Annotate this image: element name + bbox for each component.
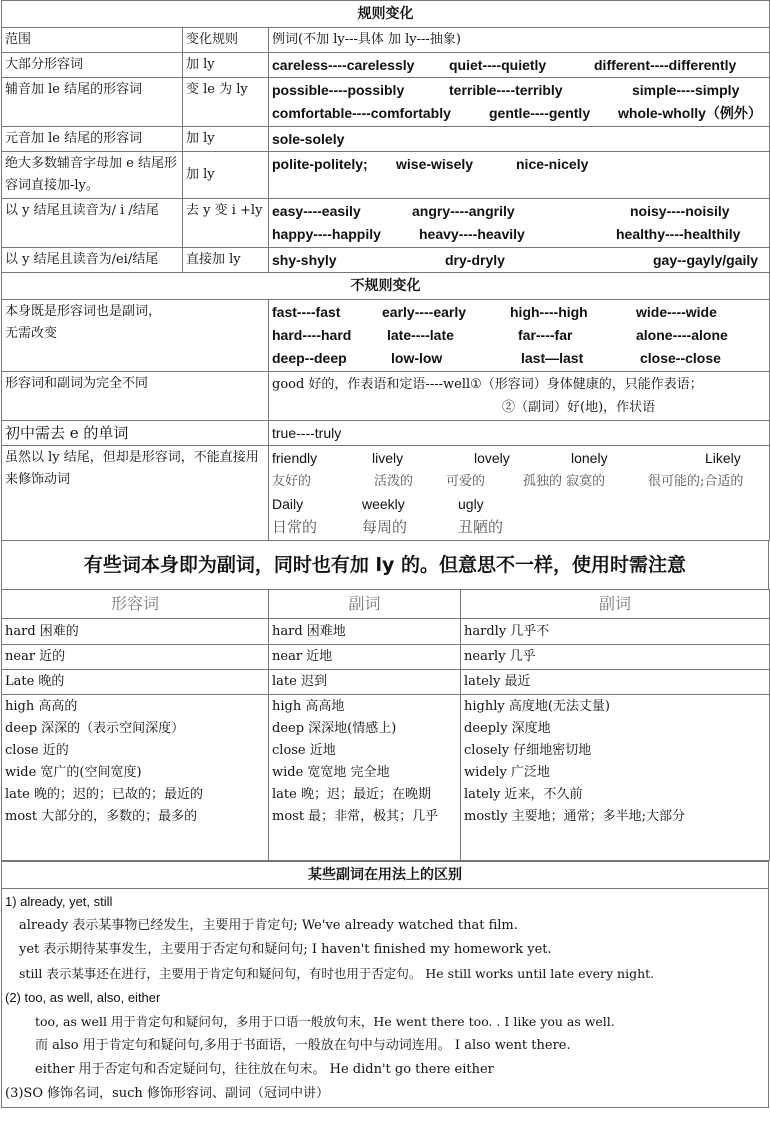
irregular-title: 不规则变化 bbox=[2, 273, 770, 300]
example-word: gay--gayly/gaily bbox=[653, 252, 759, 268]
list-item: deep 深深的（表示空间深度） bbox=[5, 721, 185, 736]
example-line: good 好的，作表语和定语----well①（形容词）身体健康的，只能作表语； bbox=[272, 377, 703, 392]
example-meaning: 很可能的;合适的 bbox=[648, 474, 744, 489]
table-cell: Late 晚的 bbox=[2, 670, 269, 695]
special-adverb-table bbox=[1, 589, 770, 861]
example-meaning: 日常的 bbox=[272, 518, 318, 536]
example-word: possible----possibly bbox=[272, 82, 405, 98]
example-word: gentle----gently bbox=[489, 105, 591, 121]
example-word: shy-shyly bbox=[272, 252, 337, 268]
example-word: comfortable----comfortably bbox=[272, 105, 451, 121]
usage-line: either 用于否定句和否定疑问句，往往放在句末。 He didn't go there either bbox=[35, 1062, 494, 1077]
scope-cell: 初中需去 e 的单词 bbox=[2, 421, 269, 446]
scope-cell: 虽然以 ly 结尾，但却是形容词，不能直接用来修饰动词 bbox=[2, 446, 269, 541]
list-item: most 最；非常，极其；几乎 bbox=[272, 809, 439, 824]
rule-cell: 加 ly bbox=[183, 127, 269, 152]
example-word: sole-solely bbox=[272, 131, 345, 147]
list-item: high 高高地 bbox=[272, 699, 345, 714]
example-cell: true----truly bbox=[269, 421, 770, 446]
example-meaning: 友好的 bbox=[272, 474, 312, 489]
example-line: ②（副词）好(地)，作状语 bbox=[502, 400, 656, 415]
example-word: careless----carelessly bbox=[272, 57, 415, 73]
document-page bbox=[1, 0, 769, 1108]
table-cell: nearly 几乎 bbox=[461, 645, 770, 670]
usage-line: 而 also 用于肯定句和疑问句,多用于书面语，一般放在句中与动词连用。 I also went there. bbox=[35, 1038, 571, 1053]
example-word: friendly bbox=[272, 450, 318, 466]
usage-line: still 表示某事还在进行，主要用于肯定句和疑问句，有时也用于否定句。 He still works until late every night. bbox=[19, 966, 655, 981]
header-rule: 变化规则 bbox=[183, 28, 269, 53]
example-word: high----high bbox=[510, 304, 588, 320]
example-word: terrible----terribly bbox=[449, 82, 563, 98]
example-word: nice-nicely bbox=[516, 156, 589, 172]
example-word: polite-politely; bbox=[272, 156, 368, 172]
list-item: lately 近来，不久前 bbox=[464, 787, 583, 802]
table-cell: hard 困难地 bbox=[269, 619, 461, 645]
example-word: Likely bbox=[705, 450, 741, 466]
scope-line: 本身既是形容词也是副词， bbox=[5, 304, 162, 319]
header-scope: 范围 bbox=[2, 28, 183, 53]
usage-line: yet 表示期待某事发生，主要用于否定句和疑问句; I haven't finished my homework yet. bbox=[19, 942, 552, 957]
table-cell: lately 最近 bbox=[461, 670, 770, 695]
list-item: widely 广泛地 bbox=[464, 765, 550, 780]
example-meaning: 丑陋的 bbox=[458, 518, 504, 536]
adverb-ly-list-cell bbox=[461, 695, 770, 861]
example-word: close--close bbox=[640, 350, 721, 366]
usage-line: already 表示某事物已经发生，主要用于肯定句; We've already watched that film. bbox=[19, 918, 518, 933]
example-meaning: 活泼的 bbox=[374, 474, 414, 489]
table-cell: near 近的 bbox=[2, 645, 269, 670]
scope-cell: 以 y 结尾且读音为/ i /结尾 bbox=[2, 199, 183, 248]
list-item: close 近地 bbox=[272, 743, 336, 758]
example-word: ugly bbox=[458, 496, 484, 512]
list-item: high 高高的 bbox=[5, 699, 78, 714]
adverb-list-cell bbox=[269, 695, 461, 861]
header-adverb: 副词 bbox=[269, 590, 461, 619]
regular-change-table bbox=[1, 0, 770, 541]
example-cell bbox=[269, 199, 770, 248]
example-meaning: 可爱的 bbox=[446, 474, 486, 489]
scope-cell: 元音加 le 结尾的形容词 bbox=[2, 127, 183, 152]
table-cell: near 近地 bbox=[269, 645, 461, 670]
example-word: wise-wisely bbox=[396, 156, 474, 172]
example-word: healthy----healthily bbox=[616, 226, 741, 242]
example-word: angry----angrily bbox=[412, 203, 515, 219]
example-word: easy----easily bbox=[272, 203, 361, 219]
table-cell: hardly 几乎不 bbox=[461, 619, 770, 645]
example-meaning: 孤独的 寂寞的 bbox=[523, 474, 606, 489]
usage-line: (2) too, as well, also, either bbox=[5, 990, 161, 1005]
example-word: hard----hard bbox=[272, 327, 352, 343]
list-item: late 晚；迟；最近；在晚期 bbox=[272, 787, 431, 802]
table-cell: late 迟到 bbox=[269, 670, 461, 695]
list-item: deeply 深度地 bbox=[464, 721, 551, 736]
rule-cell: 加 ly bbox=[183, 53, 269, 78]
example-word: alone----alone bbox=[636, 327, 728, 343]
example-word: quiet----quietly bbox=[449, 57, 547, 73]
scope-cell: 绝大多数辅音字母加 e 结尾形容词直接加-ly。 bbox=[2, 152, 183, 199]
example-cell bbox=[269, 300, 770, 372]
example-cell bbox=[269, 78, 770, 127]
header-adjective: 形容词 bbox=[2, 590, 269, 619]
list-item: most 大部分的，多数的；最多的 bbox=[5, 809, 198, 824]
example-cell bbox=[269, 446, 770, 541]
example-meaning: 每周的 bbox=[362, 518, 408, 536]
usage-table bbox=[1, 861, 769, 1108]
example-word: lively bbox=[372, 450, 404, 466]
scope-cell: 辅音加 le 结尾的形容词 bbox=[2, 78, 183, 127]
example-word: wide----wide bbox=[636, 304, 717, 320]
example-cell bbox=[269, 152, 770, 199]
example-word: last—last bbox=[521, 350, 584, 366]
example-word: heavy----heavily bbox=[419, 226, 525, 242]
list-item: wide 宽宽地 完全地 bbox=[272, 765, 390, 780]
example-word: weekly bbox=[362, 496, 405, 512]
list-item: mostly 主要地；通常；多半地;大部分 bbox=[464, 809, 686, 824]
list-item: late 晚的；迟的；已故的；最近的 bbox=[5, 787, 203, 802]
usage-content bbox=[2, 889, 769, 1108]
example-cell bbox=[269, 372, 770, 421]
scope-cell: 大部分形容词 bbox=[2, 53, 183, 78]
usage-title: 某些副词在用法上的区别 bbox=[2, 862, 769, 889]
scope-cell: 以 y 结尾且读音为/ei/结尾 bbox=[2, 248, 183, 273]
regular-title: 规则变化 bbox=[2, 1, 770, 28]
header-examples: 例词(不加 ly---具体 加 ly---抽象) bbox=[269, 28, 770, 53]
example-word: different----differently bbox=[594, 57, 737, 73]
scope-cell bbox=[2, 300, 269, 372]
example-word: noisy----noisily bbox=[630, 203, 730, 219]
special-heading: 有些词本身即为副词，同时也有加 ly 的。但意思不一样，使用时需注意 bbox=[1, 541, 769, 589]
example-word: Daily bbox=[272, 496, 304, 512]
example-cell bbox=[269, 53, 770, 78]
list-item: closely 仔细地密切地 bbox=[464, 743, 592, 758]
rule-cell: 去 y 变 i +ly bbox=[183, 199, 269, 248]
rule-cell: 变 le 为 ly bbox=[183, 78, 269, 127]
example-word: lovely bbox=[474, 450, 510, 466]
example-word: whole-wholly（例外） bbox=[618, 105, 762, 121]
list-item: close 近的 bbox=[5, 743, 69, 758]
rule-cell: 加 ly bbox=[183, 152, 269, 199]
usage-line: (3)SO 修饰名词，such 修饰形容词、副词（冠词中讲） bbox=[5, 1086, 329, 1101]
example-word: happy----happily bbox=[272, 226, 381, 242]
example-word: dry-dryly bbox=[445, 252, 505, 268]
usage-line: too, as well 用于肯定句和疑问句，多用于口语一般放句末，He went there too. . I like you as well. bbox=[35, 1014, 615, 1029]
example-word: far----far bbox=[518, 327, 573, 343]
scope-cell: 形容词和副词为完全不同 bbox=[2, 372, 269, 421]
list-item: wide 宽广的(空间宽度) bbox=[5, 765, 142, 780]
list-item: deep 深深地(情感上) bbox=[272, 721, 397, 736]
example-word: fast----fast bbox=[272, 304, 341, 320]
rule-cell: 直接加 ly bbox=[183, 248, 269, 273]
list-item: highly 高度地(无法丈量) bbox=[464, 699, 611, 714]
example-cell bbox=[269, 248, 770, 273]
header-adverb-ly: 副词 bbox=[461, 590, 770, 619]
table-cell: hard 困难的 bbox=[2, 619, 269, 645]
example-word: late----late bbox=[387, 327, 454, 343]
adjective-list-cell bbox=[2, 695, 269, 861]
usage-line: 1) already, yet, still bbox=[5, 894, 113, 909]
example-word: simple----simply bbox=[632, 82, 740, 98]
example-word: lonely bbox=[571, 450, 608, 466]
example-word: deep--deep bbox=[272, 350, 347, 366]
scope-line: 无需改变 bbox=[5, 326, 58, 341]
example-word: early----early bbox=[382, 304, 467, 320]
example-cell bbox=[269, 127, 770, 152]
example-word: low-low bbox=[391, 350, 443, 366]
